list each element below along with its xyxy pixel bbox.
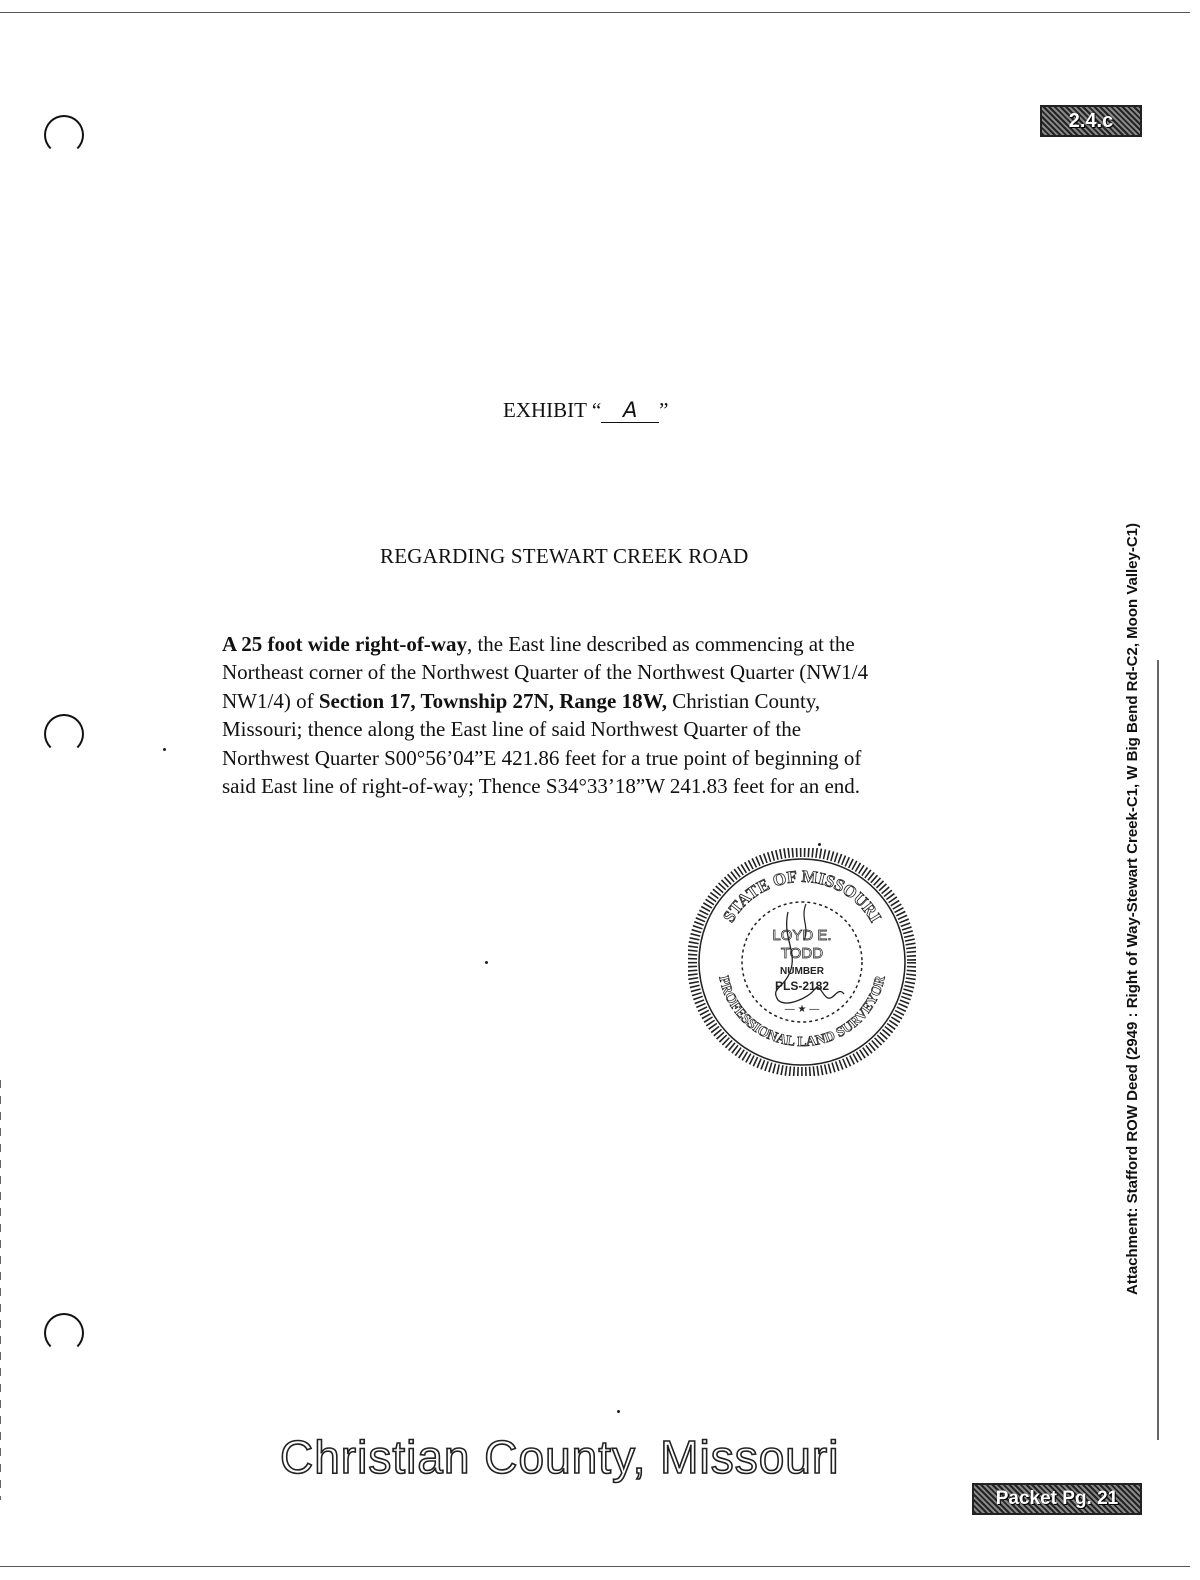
scan-speck: [163, 748, 166, 751]
scan-speck: [617, 1410, 620, 1413]
legal-description: [222, 630, 992, 800]
exhibit-heading: [503, 398, 669, 423]
seal-profession-text: PROFESSIONAL LAND SURVEYOR: [715, 974, 889, 1051]
exhibit-letter: A: [601, 398, 659, 423]
description-line-5: Northwest Quarter S00°56’04”E 421.86 feet for a true point of beginning of: [222, 745, 862, 770]
attachment-caption: Attachment: Stafford ROW Deed (2949 : Right of Way-Stewart Creek-C1, W Big Bend Rd-C2, Moon Valley-C1): [1124, 522, 1141, 1295]
description-line-1: A 25 foot wide right-of-way, the East line described as commencing at the: [222, 632, 855, 656]
punch-hole-bottom: [44, 1313, 84, 1353]
description-line-2: Northeast corner of the Northwest Quarter of the Northwest Quarter (NW1/4: [222, 660, 869, 685]
exhibit-prefix: EXHIBIT “: [503, 398, 602, 422]
description-bold-lead: A 25 foot wide right-of-way: [222, 632, 467, 656]
left-scan-edge: [0, 1080, 1, 1500]
seal-name-line-2: TODD: [780, 945, 824, 962]
top-border-line: [0, 12, 1190, 13]
punch-hole-middle: [44, 714, 84, 754]
seal-name-line-1: LOYD E.: [772, 927, 832, 944]
surveyor-seal-stamp: [688, 848, 916, 1076]
regarding-heading: REGARDING STEWART CREEK ROAD: [380, 544, 749, 568]
right-scan-edge: [1157, 660, 1159, 1440]
description-line-4: Missouri; thence along the East line of said Northwest Quarter of the: [222, 717, 802, 742]
seal-number: PLS-2182: [774, 979, 830, 993]
seal-star-row: — ★ —: [784, 1004, 820, 1015]
packet-page-badge: Packet Pg. 21: [972, 1483, 1142, 1515]
seal-state-text: STATE OF MISSOURI: [719, 866, 886, 926]
description-line-6: said East line of right-of-way; Thence S34°33’18”W 241.83 feet for an end.: [222, 774, 861, 799]
seal-outer-ring: [699, 859, 905, 1065]
section-township-range: Section 17, Township 27N, Range 18W,: [318, 688, 667, 713]
scan-speck: [485, 961, 488, 964]
scan-speck: [818, 843, 821, 846]
county-footer: Christian County, Missouri: [280, 1431, 840, 1483]
exhibit-suffix: ”: [659, 398, 669, 422]
agenda-item-badge: 2.4.c: [1040, 105, 1142, 137]
punch-hole-top: [44, 115, 84, 155]
seal-number-label: NUMBER: [780, 966, 824, 977]
description-line-3: NW1/4) of Section 17, Township 27N, Range 18W, Christian County,: [222, 688, 821, 713]
bottom-border-line: [0, 1566, 1190, 1567]
